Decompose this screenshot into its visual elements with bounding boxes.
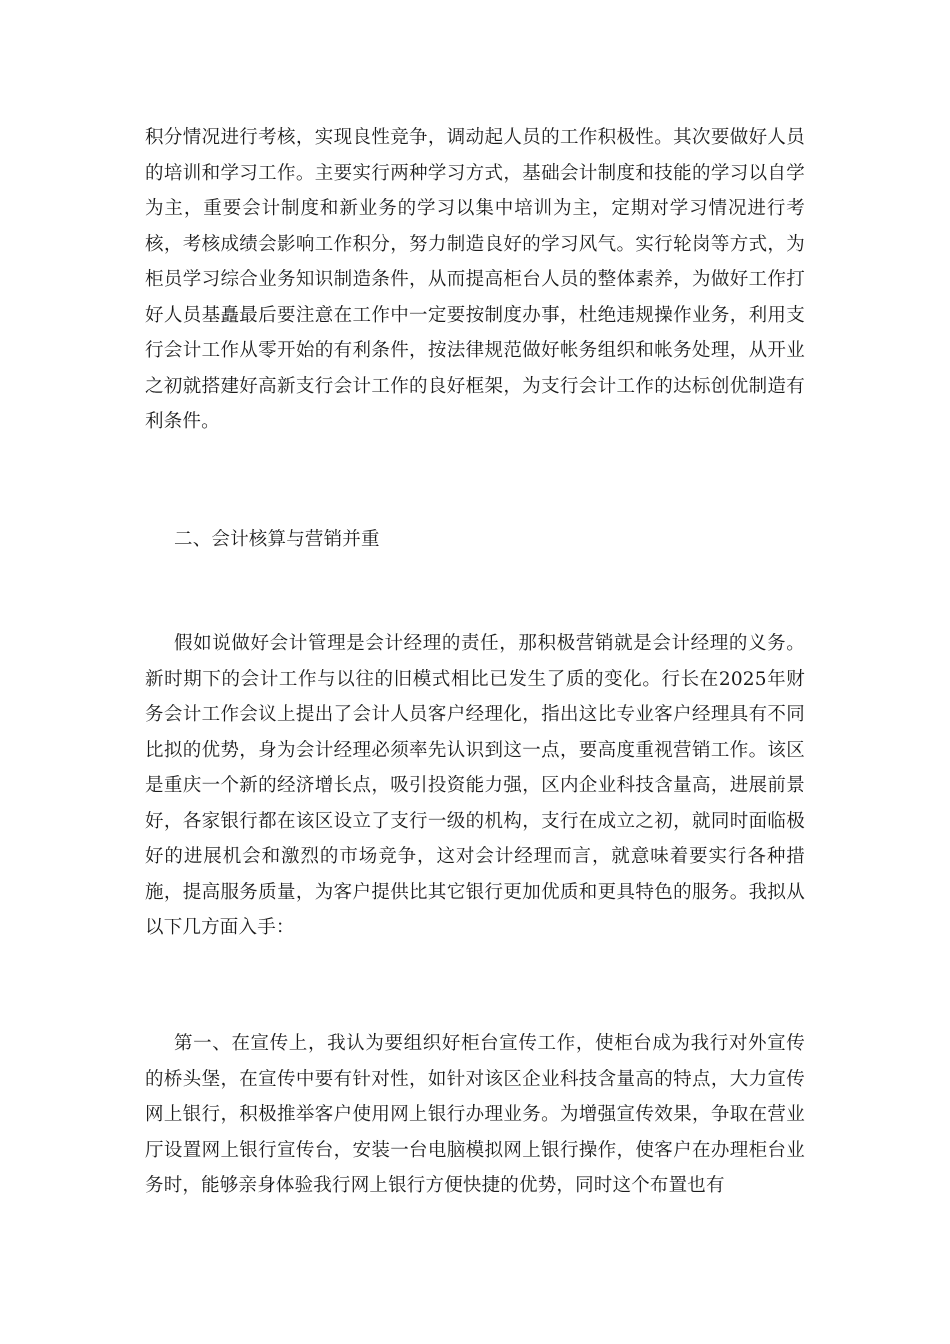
body-paragraph: 假如说做好会计管理是会计经理的责任，那积极营销就是会计经理的义务。新时期下的会计工作与以往的旧模式相比已发生了质的变化。行长在2025年财务会计工作会议上提出了会计人员客户经理化，指出这比专业客户经理具有不同比拟的优势，身为会计经理必须率先认识到这一点，要高度重视营销工作。该区是重庆一个新的经济增长点，吸引投资能力强，区内企业科技含量高，进展前景好，各家银行都在该区设立了支行一级的机构，支行在成立之初，就同时面临极好的进展机会和激烈的市场竞争，这对会计经理而言，就意味着要实行各种措施，提高服务质量，为客户提供比其它银行更加优质和更具特色的服务。我拟从以下几方面入手： [145,633,805,938]
section-heading: 二、会计核算与营销并重 [174,529,380,550]
body-paragraph: 积分情况进行考核，实现良性竞争，调动起人员的工作积极性。其次要做好人员的培训和学习工作。主要实行两种学习方式，基础会计制度和技能的学习以自学为主，重要会计制度和新业务的学习以集中培训为主，定期对学习情况进行考核，考核成绩会影响工作积分，努力制造良好的学习风气。实行轮岗等方式，为柜员学习综合业务知识制造条件，从而提高柜台人员的整体素养，为做好工作打好人员基矗最后要注意在工作中一定要按制度办事，杜绝违规操作业务，利用支行会计工作从零开始的有利条件，按法律规范做好帐务组织和帐务处理，从开业之初就搭建好高新支行会计工作的良好框架，为支行会计工作的达标创优制造有利条件。 [145,127,805,432]
body-paragraph: 第一、在宣传上，我认为要组织好柜台宣传工作，使柜台成为我行对外宣传的桥头堡，在宣传中要有针对性，如针对该区企业科技含量高的特点，大力宣传网上银行，积极推举客户使用网上银行办理业务。为增强宣传效果，争取在营业厅设置网上银行宣传台，安装一台电脑模拟网上银行操作，使客户在办理柜台业务时，能够亲身体验我行网上银行方便快捷的优势，同时这个布置也有 [145,1033,805,1196]
